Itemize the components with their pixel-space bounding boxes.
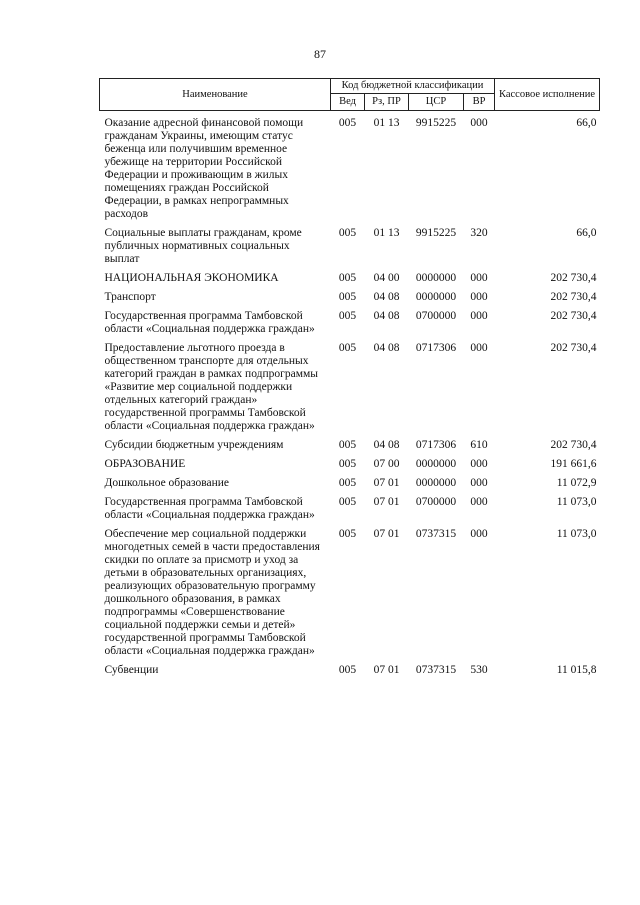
table-row bbox=[100, 454, 600, 473]
table-row bbox=[100, 524, 600, 660]
row-csr: 0000000 bbox=[415, 477, 457, 489]
header-code-group: Код бюджетной классификации bbox=[331, 79, 495, 94]
table-row bbox=[100, 338, 600, 435]
row-amount: 66,0 bbox=[576, 117, 597, 129]
header-ved: Вед bbox=[331, 94, 365, 111]
row-csr: 0000000 bbox=[415, 458, 457, 470]
row-rzpr: 04 08 bbox=[373, 439, 400, 451]
row-ved: 005 bbox=[338, 291, 357, 303]
row-csr: 0700000 bbox=[415, 310, 457, 322]
row-ved: 005 bbox=[338, 439, 357, 451]
row-name: Оказание адресной финансовой помощи гражданам Украины, имеющим статус беженца или получившим временное убежище на территории Российской Федерации и проживающим в жилых помещениях граждан Российской Федерации, в рамках непрограммных расходов bbox=[104, 117, 304, 220]
row-name: Дошкольное образование bbox=[104, 477, 230, 489]
row-csr: 0717306 bbox=[415, 342, 457, 354]
row-rzpr: 04 08 bbox=[373, 342, 400, 354]
row-amount: 66,0 bbox=[576, 227, 597, 239]
page-number: 87 bbox=[314, 47, 326, 61]
row-rzpr: 04 08 bbox=[373, 310, 400, 322]
row-name: Предоставление льготного проезда в общественном транспорте для отдельных категорий граждан в рамках подпрограммы «Развитие мер социальной поддержки отдельных категорий граждан» государственной программы Тамбовской области «Социальная поддержка граждан» bbox=[104, 342, 318, 432]
row-csr: 0000000 bbox=[415, 291, 457, 303]
row-rzpr: 07 01 bbox=[373, 664, 400, 676]
row-vr: 000 bbox=[470, 496, 488, 508]
row-name: Государственная программа Тамбовской области «Социальная поддержка граждан» bbox=[104, 310, 315, 335]
table-body bbox=[100, 111, 600, 680]
row-amount: 202 730,4 bbox=[550, 310, 597, 322]
row-vr: 000 bbox=[470, 477, 488, 489]
row-ved: 005 bbox=[338, 117, 357, 129]
table-row bbox=[100, 268, 600, 287]
header-rzpr: Рз, ПР bbox=[365, 94, 409, 111]
row-ved: 005 bbox=[338, 496, 357, 508]
row-name: Государственная программа Тамбовской области «Социальная поддержка граждан» bbox=[104, 496, 315, 521]
row-ved: 005 bbox=[338, 310, 357, 322]
header-execution: Кассовое исполнение bbox=[495, 79, 600, 111]
row-rzpr: 01 13 bbox=[373, 117, 400, 129]
row-vr: 000 bbox=[470, 342, 488, 354]
row-rzpr: 07 01 bbox=[373, 528, 400, 540]
row-name: ОБРАЗОВАНИЕ bbox=[104, 458, 186, 470]
row-ved: 005 bbox=[338, 664, 357, 676]
row-rzpr: 07 00 bbox=[373, 458, 400, 470]
table-row bbox=[100, 660, 600, 679]
table-row bbox=[100, 492, 600, 524]
row-name: Транспорт bbox=[104, 291, 156, 303]
row-csr: 0737315 bbox=[415, 664, 457, 676]
row-csr: 0000000 bbox=[415, 272, 457, 284]
row-name: Субвенции bbox=[104, 664, 159, 676]
row-rzpr: 04 00 bbox=[373, 272, 400, 284]
row-vr: 320 bbox=[470, 227, 488, 239]
row-amount: 202 730,4 bbox=[550, 272, 597, 284]
row-amount: 191 661,6 bbox=[550, 458, 597, 470]
header-name: Наименование bbox=[100, 79, 331, 111]
row-vr: 000 bbox=[470, 117, 488, 129]
row-amount: 202 730,4 bbox=[550, 342, 597, 354]
row-name: Социальные выплаты гражданам, кроме публичных нормативных социальных выплат bbox=[104, 227, 302, 265]
row-ved: 005 bbox=[338, 477, 357, 489]
header-csr: ЦСР bbox=[409, 94, 464, 111]
row-rzpr: 01 13 bbox=[373, 227, 400, 239]
row-ved: 005 bbox=[338, 458, 357, 470]
row-amount: 11 073,0 bbox=[556, 528, 597, 540]
row-vr: 000 bbox=[470, 528, 488, 540]
table-row bbox=[100, 306, 600, 338]
row-amount: 11 015,8 bbox=[556, 664, 597, 676]
row-amount: 11 072,9 bbox=[556, 477, 597, 489]
row-rzpr: 07 01 bbox=[373, 496, 400, 508]
row-vr: 610 bbox=[470, 439, 488, 451]
row-vr: 000 bbox=[470, 458, 488, 470]
table-row bbox=[100, 473, 600, 492]
row-rzpr: 07 01 bbox=[373, 477, 400, 489]
table-row bbox=[100, 223, 600, 268]
row-csr: 9915225 bbox=[415, 117, 457, 129]
row-amount: 202 730,4 bbox=[550, 291, 597, 303]
row-vr: 530 bbox=[470, 664, 488, 676]
row-csr: 0737315 bbox=[415, 528, 457, 540]
table-row bbox=[100, 435, 600, 454]
row-ved: 005 bbox=[338, 528, 357, 540]
budget-table bbox=[99, 78, 600, 679]
row-ved: 005 bbox=[338, 227, 357, 239]
header-vr: ВР bbox=[464, 94, 495, 111]
row-name: Субсидии бюджетным учреждениям bbox=[104, 439, 284, 451]
table-row bbox=[100, 111, 600, 224]
row-csr: 0700000 bbox=[415, 496, 457, 508]
row-amount: 11 073,0 bbox=[556, 496, 597, 508]
row-amount: 202 730,4 bbox=[550, 439, 597, 451]
row-ved: 005 bbox=[338, 272, 357, 284]
row-vr: 000 bbox=[470, 291, 488, 303]
row-csr: 9915225 bbox=[415, 227, 457, 239]
table-row bbox=[100, 287, 600, 306]
row-ved: 005 bbox=[338, 342, 357, 354]
row-name: Обеспечение мер социальной поддержки многодетных семей в части предоставления скидки по оплате за присмотр и уход за детьми в образовательных организациях, реализующих образовательную программу дошкольного образования, в рамках подпрограммы «Совершенствование социальной поддержки семьи и детей» государственной программы Тамбовской области «Социальная поддержка граждан» bbox=[104, 528, 320, 657]
row-csr: 0717306 bbox=[415, 439, 457, 451]
row-rzpr: 04 08 bbox=[373, 291, 400, 303]
row-vr: 000 bbox=[470, 272, 488, 284]
row-vr: 000 bbox=[470, 310, 488, 322]
row-name: НАЦИОНАЛЬНАЯ ЭКОНОМИКА bbox=[104, 272, 279, 284]
